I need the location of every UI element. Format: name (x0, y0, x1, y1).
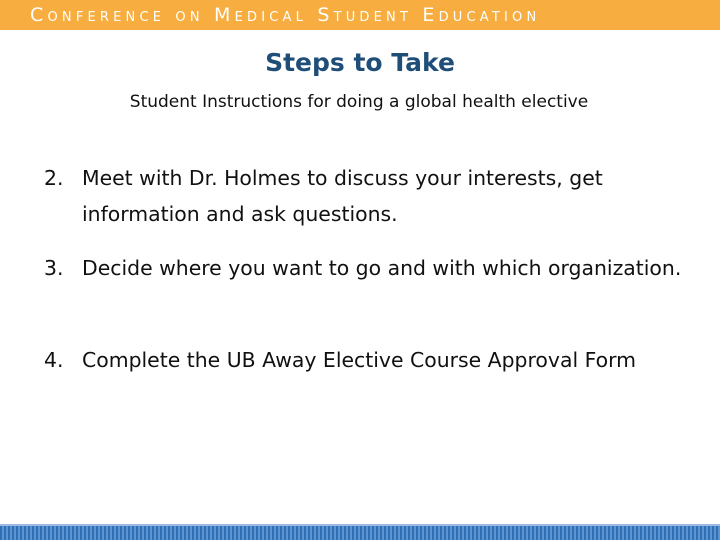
slide-subtitle: Student Instructions for doing a global health elective (129, 92, 589, 112)
step-number: 3. (44, 256, 64, 280)
slide-title: Steps to Take (265, 48, 455, 77)
step-number: 2. (44, 166, 64, 190)
list-item (44, 160, 704, 232)
footer-bar (0, 526, 720, 540)
banner-text: Conference on Medical Student Education (30, 4, 541, 26)
step-text: Meet with Dr. Holmes to discuss your interests, get information and ask questions. (82, 166, 603, 226)
conference-banner (0, 0, 720, 30)
step-number: 4. (44, 348, 64, 372)
step-text: Complete the UB Away Elective Course Approval Form (82, 348, 636, 372)
step-text: Decide where you want to go and with which organization. (82, 256, 682, 280)
list-item (44, 250, 681, 286)
list-item (44, 342, 636, 378)
